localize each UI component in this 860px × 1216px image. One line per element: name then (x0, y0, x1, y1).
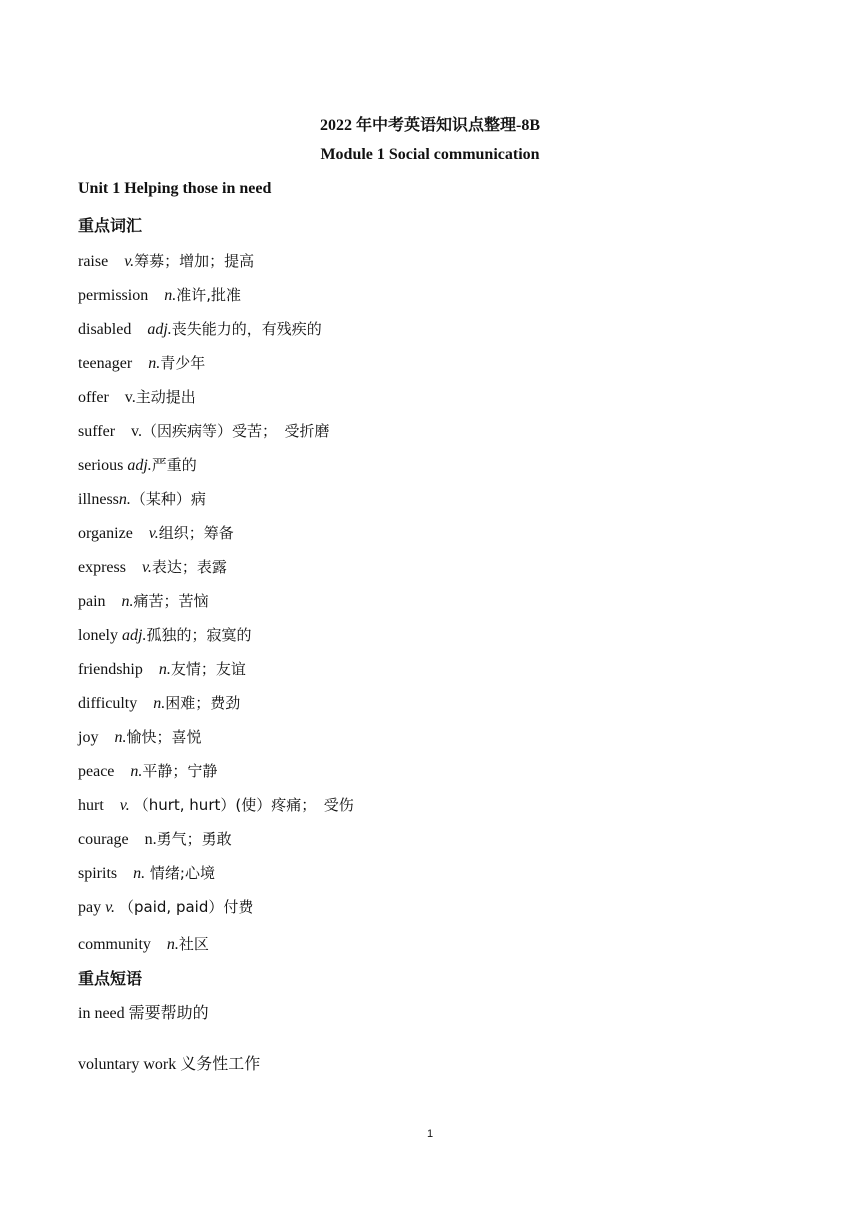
vocab-pos: v. (131, 423, 142, 440)
vocab-item (78, 590, 354, 624)
vocab-word: community (78, 936, 151, 953)
vocab-word: peace (78, 763, 115, 780)
vocab-pos: v. (105, 899, 116, 916)
vocab-word: joy (78, 729, 99, 746)
vocab-pos: adj. (147, 321, 172, 338)
vocab-item (78, 828, 354, 862)
vocab-item (78, 760, 354, 794)
vocab-word: pay (78, 899, 102, 916)
vocab-pos: n. (114, 729, 127, 746)
vocab-item (78, 896, 354, 930)
vocab-word: express (78, 559, 126, 576)
page-number: 1 (426, 1128, 434, 1140)
vocab-pos: n. (130, 763, 143, 780)
vocab-item (78, 624, 354, 658)
vocab-pos: n. (158, 661, 171, 678)
vocab-meaning: 痛苦；苦恼 (133, 592, 209, 610)
vocab-pos: n. (144, 831, 157, 848)
vocab-meaning: 主动提出 (135, 388, 196, 406)
vocab-pos: adj. (127, 457, 152, 474)
vocab-item (78, 488, 354, 522)
vocab-item (78, 794, 354, 828)
vocab-meaning: 平静；宁静 (142, 762, 218, 780)
vocab-meaning: 勇气；勇敢 (156, 830, 232, 848)
vocab-item (78, 862, 354, 896)
vocab-meaning: 青少年 (160, 354, 206, 372)
vocab-pos: v. (148, 525, 159, 542)
vocab-meaning: 丧失能力的，有残疾的 (171, 320, 322, 338)
vocab-pos: adj. (122, 627, 147, 644)
vocab-meaning: 友情；友谊 (170, 660, 246, 678)
vocab-meaning: 情绪;心境 (145, 864, 215, 882)
vocab-meaning: 严重的 (151, 456, 197, 474)
vocab-word: permission (78, 287, 149, 304)
vocab-item (78, 250, 354, 284)
vocab-heading: 重点词汇 (78, 216, 143, 235)
phrase-list (78, 1003, 260, 1105)
vocab-item (78, 284, 354, 318)
document-title: 2022 年中考英语知识点整理-8B (319, 117, 540, 134)
vocab-item (78, 692, 354, 726)
vocab-item (78, 556, 354, 590)
vocab-word: organize (78, 525, 133, 542)
vocab-pos: n. (118, 491, 131, 508)
vocab-meaning: 愉快；喜悦 (126, 728, 202, 746)
vocab-meaning: （hurt, hurt）(使）疼痛； 受伤 (133, 796, 354, 814)
vocab-word: spirits (78, 865, 118, 882)
vocab-word: difficulty (78, 695, 138, 712)
vocab-item (78, 658, 354, 692)
vocab-item (78, 933, 354, 967)
vocab-item (78, 522, 354, 556)
vocab-pos: v. (124, 253, 135, 270)
vocab-pos: v. (124, 389, 136, 406)
vocab-item (78, 420, 354, 454)
vocab-pos: n. (164, 287, 177, 304)
vocab-meaning: 社区 (178, 935, 209, 953)
vocab-item (78, 386, 354, 420)
vocab-meaning: 表达；表露 (151, 558, 227, 576)
vocab-item (78, 454, 354, 488)
vocab-pos: n. (153, 695, 166, 712)
vocab-word: serious (78, 457, 124, 474)
phrases-heading: 重点短语 (78, 969, 143, 988)
vocab-word: lonely (78, 627, 118, 644)
vocab-word: disabled (78, 321, 132, 338)
vocab-meaning: （paid, paid）付费 (119, 898, 254, 916)
vocab-pos: v. (119, 797, 130, 814)
vocab-word: pain (78, 593, 106, 610)
vocab-meaning: 孤独的；寂寞的 (146, 626, 252, 644)
vocab-word: hurt (78, 797, 104, 814)
vocab-pos: n. (133, 865, 146, 882)
vocab-meaning: （某种）病 (130, 490, 206, 508)
vocab-meaning: （因疾病等）受苦； 受折磨 (142, 422, 330, 440)
vocab-word: friendship (78, 661, 143, 678)
vocab-item (78, 318, 354, 352)
vocab-word: teenager (78, 355, 133, 372)
vocab-word: offer (78, 389, 109, 406)
vocab-item (78, 726, 354, 760)
vocab-word: illness (78, 491, 119, 508)
phrase-item: in need 需要帮助的 (78, 1005, 209, 1022)
vocab-pos: n. (148, 355, 161, 372)
vocab-meaning: 准许,批准 (176, 286, 241, 304)
vocab-pos: n. (121, 593, 134, 610)
vocab-list (78, 250, 354, 967)
vocab-meaning: 困难；费劲 (165, 694, 241, 712)
vocab-item (78, 352, 354, 386)
vocab-pos: v. (141, 559, 152, 576)
phrase-item: voluntary work 义务性工作 (78, 1056, 261, 1073)
module-title: Module 1 Social communication (320, 146, 540, 163)
vocab-meaning: 筹募；增加；提高 (134, 252, 255, 270)
vocab-word: raise (78, 253, 109, 270)
vocab-word: suffer (78, 423, 116, 440)
unit-title: Unit 1 Helping those in need (78, 180, 272, 197)
vocab-meaning: 组织；筹备 (158, 524, 234, 542)
vocab-pos: n. (166, 936, 179, 953)
vocab-word: courage (78, 831, 129, 848)
